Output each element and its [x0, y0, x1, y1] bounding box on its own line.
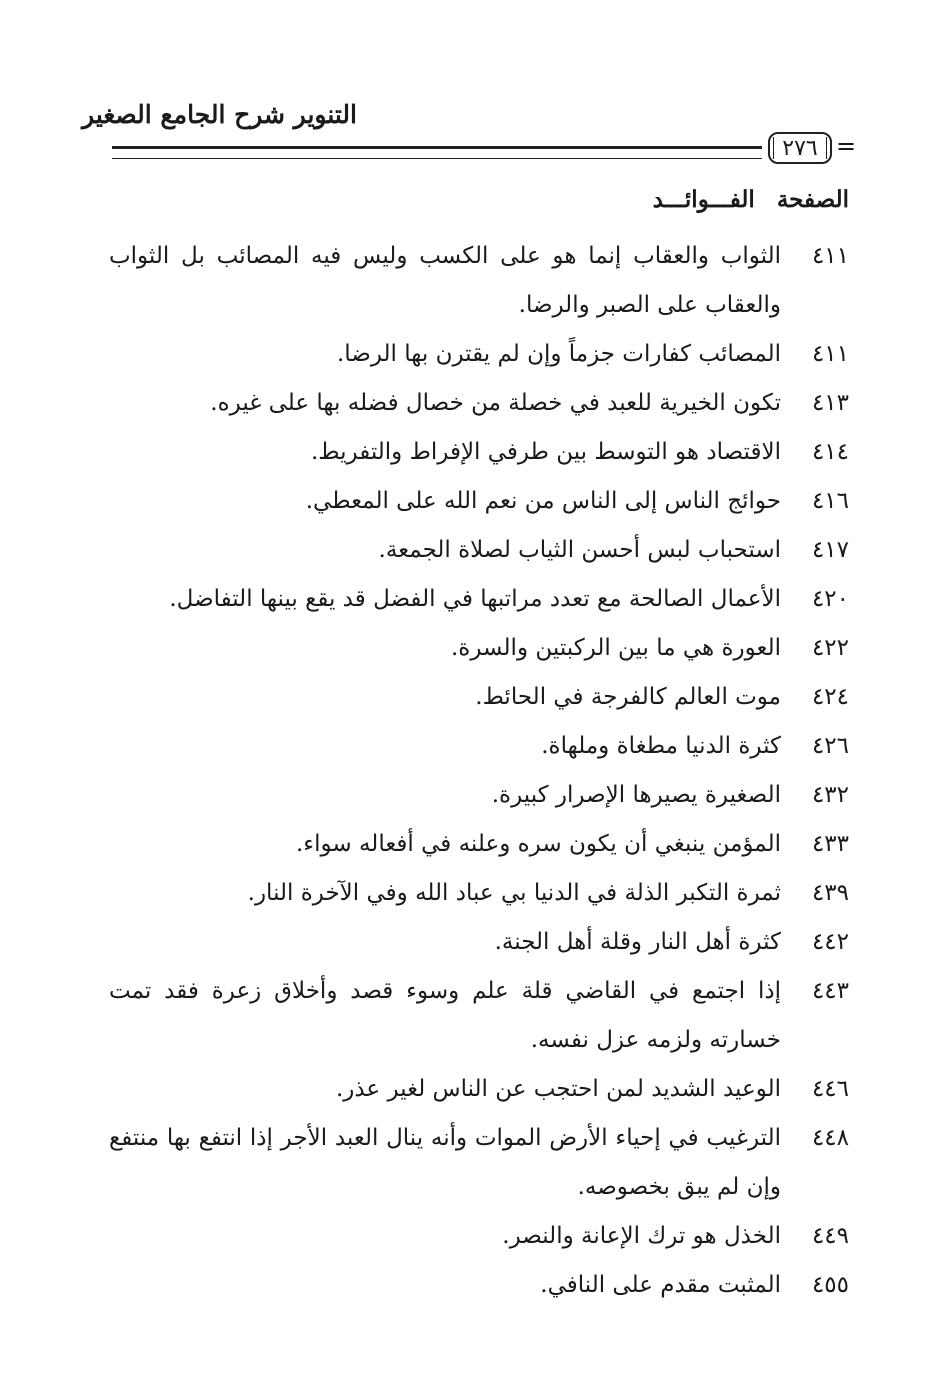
entry-page-number: ٤٣٩	[811, 880, 849, 906]
column-heading-benefits: الفـــوائـــد	[652, 186, 755, 213]
entry-page-number: ٤٣٢	[811, 782, 849, 808]
index-entry	[109, 1212, 849, 1261]
entry-text: الصغيرة يصيرها الإصرار كبيرة.	[491, 782, 781, 808]
entry-page-number: ٤١١	[811, 243, 849, 269]
entry-text: المثبت مقدم على النافي.	[540, 1272, 781, 1298]
index-entry	[109, 330, 849, 379]
entry-text: حوائج الناس إلى الناس من نعم الله على المعطي.	[305, 488, 781, 514]
index-entry	[109, 918, 849, 967]
entry-page-number: ٤٤٨	[811, 1125, 849, 1151]
running-header-title: التنوير شرح الجامع الصغير	[82, 100, 357, 129]
entry-page-number: ٤٤٩	[811, 1223, 849, 1249]
index-column-headings	[653, 186, 849, 213]
entry-page-number: ٤٢٤	[811, 684, 849, 710]
index-entry	[109, 379, 849, 428]
entry-page-number: ٤١٦	[811, 488, 849, 514]
entry-page-number: ٤١٧	[811, 537, 849, 563]
index-entry	[109, 428, 849, 477]
entry-text: استحباب لبس أحسن الثياب لصلاة الجمعة.	[378, 537, 781, 563]
index-entry	[109, 575, 849, 624]
entry-text: المصائب كفارات جزماً وإن لم يقترن بها الرضا.	[337, 341, 781, 367]
index-entry	[109, 477, 849, 526]
index-entry	[109, 1065, 849, 1114]
index-entry	[109, 1114, 849, 1212]
header-rule	[112, 146, 762, 159]
index-entry	[109, 869, 849, 918]
entry-page-number: ٤١٤	[811, 439, 849, 465]
entry-text: ثمرة التكبر الذلة في الدنيا بي عباد الله وفي الآخرة النار.	[247, 880, 781, 906]
entry-page-number: ٤٢٠	[811, 586, 849, 612]
entry-page-number: ٤٢٦	[811, 733, 849, 759]
page-number: ٢٧٦	[768, 132, 832, 164]
entry-page-number: ٤٤٦	[811, 1076, 849, 1102]
entry-text: إذا اجتمع في القاضي قلة علم وسوء قصد وأخلاق زعرة فقد تمت خسارته ولزمه عزل نفسه.	[109, 978, 781, 1053]
entry-page-number: ٤٢٢	[811, 635, 849, 661]
entry-text: الاقتصاد هو التوسط بين طرفي الإفراط والتفريط.	[310, 439, 781, 465]
entry-text: موت العالم كالفرجة في الحائط.	[475, 684, 781, 710]
entry-text: المؤمن ينبغي أن يكون سره وعلنه في أفعاله سواء.	[296, 831, 781, 857]
column-heading-page: الصفحة	[776, 186, 849, 213]
header-rule-end-mark: =	[836, 132, 857, 160]
entry-text: كثرة أهل النار وقلة أهل الجنة.	[494, 929, 781, 955]
entry-text: الخذل هو ترك الإعانة والنصر.	[502, 1223, 781, 1249]
entry-page-number: ٤٤٣	[811, 978, 849, 1004]
entry-page-number: ٤٥٥	[811, 1272, 849, 1298]
entry-text: الثواب والعقاب إنما هو على الكسب وليس فيه المصائب بل الثواب والعقاب على الصبر والرضا.	[109, 243, 781, 318]
index-entry	[109, 722, 849, 771]
entry-text: تكون الخيرية للعبد في خصلة من خصال فضله بها على غيره.	[210, 390, 781, 416]
index-entry	[109, 771, 849, 820]
entry-text: الوعيد الشديد لمن احتجب عن الناس لغير عذر.	[335, 1076, 781, 1102]
index-entry	[109, 526, 849, 575]
entry-page-number: ٤٣٣	[811, 831, 849, 857]
entry-text: الترغيب في إحياء الأرض الموات وأنه ينال العبد الأجر إذا انتفع بها منتفع وإن لم يبق بخصوصه.	[109, 1125, 781, 1200]
entry-text: كثرة الدنيا مطغاة وملهاة.	[541, 733, 781, 759]
index-entry	[109, 673, 849, 722]
entry-page-number: ٤١١	[811, 341, 849, 367]
entry-text: العورة هي ما بين الركبتين والسرة.	[450, 635, 781, 661]
index-entry	[109, 232, 849, 330]
entry-text: الأعمال الصالحة مع تعدد مراتبها في الفضل قد يقع بينها التفاضل.	[169, 586, 781, 612]
index-entries	[109, 232, 849, 1310]
index-entry	[109, 820, 849, 869]
index-entry	[109, 967, 849, 1065]
entry-page-number: ٤٤٢	[811, 929, 849, 955]
index-entry	[109, 624, 849, 673]
index-entry	[109, 1261, 849, 1310]
entry-page-number: ٤١٣	[811, 390, 849, 416]
